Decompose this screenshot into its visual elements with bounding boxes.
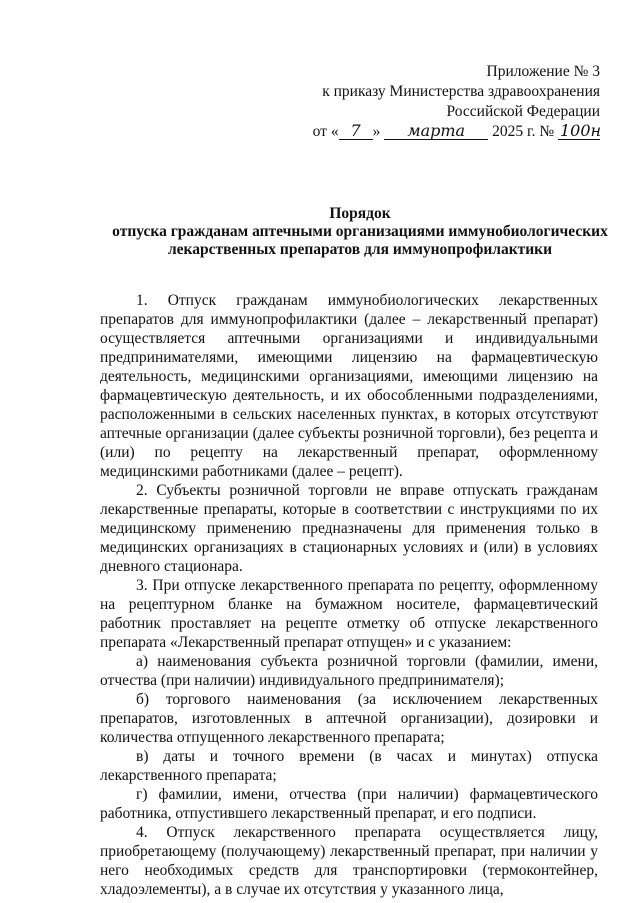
appendix-order-ref: к приказу Министерства здравоохранения	[322, 83, 600, 100]
paragraph-3d: г) фамилии, имени, отчества (при наличии) фармацевтического работника, отпустившего лекарственный препарат, и его подписи.	[100, 786, 598, 822]
paragraph-3b: б) торгового наименования (за исключением лекарственных препаратов, изготовленных в аптечной организации), дозировки и количества отпущенного лекарственного препарата;	[100, 691, 598, 746]
date-day: 7	[339, 123, 373, 140]
document-title	[100, 205, 620, 259]
date-month: марта	[384, 123, 488, 140]
paragraph-3a: а) наименования субъекта розничной торговли (фамилии, имени, отчества (при наличии) индивидуального предпринимателя);	[100, 653, 598, 689]
paragraph-4: 4. Отпуск лекарственного препарата осуществляется лицу, приобретающему (получающему) лекарственный препарат, при наличии у него необходимых средств для транспортировки (термоконтейнер, хладоэлементы), а в случае их отсутствия у указанного лица,	[100, 824, 598, 898]
appendix-header	[313, 62, 600, 142]
paragraph-1: 1. Отпуск гражданам иммунобиологических лекарственных препаратов для иммунопрофилактики (далее – лекарственный препарат) осуществляется аптечными организациями и индивидуальными предпринимателями, имеющими лицензию на фармацевтическую деятельность, медицинскими организациями, имеющими лицензию на фармацевтическую деятельность, и их обособленными подразделениями, расположенными в сельских населенных пунктах, в которых отсутствуют аптечные организации (далее субъекты розничной торговли), без рецепта и (или) по рецепту на лекарственный препарат, оформленному медицинскими работниками (далее – рецепт).	[100, 292, 598, 480]
title-line-3: лекарственных препаратов для иммунопрофилактики	[167, 241, 553, 258]
document-body	[100, 291, 598, 899]
appendix-number: Приложение № 3	[486, 63, 600, 80]
title-line-2: отпуска гражданам аптечными организациями иммунобиологических	[112, 223, 608, 240]
paragraph-3: 3. При отпуске лекарственного препарата по рецепту, оформленному на рецептурном бланке на бумажном носителе, фармацевтический работник проставляет на рецепте отметку об отпуске лекарственного препарата «Лекарственный препарат отпущен» и с указанием:	[100, 577, 598, 651]
paragraph-2: 2. Субъекты розничной торговли не вправе отпускать гражданам лекарственные препараты, которые в соответствии с инструкциями по их медицинскому применению предназначены для применения только в медицинских организациях в стационарных условиях и (или) в условиях дневного стационара.	[100, 482, 598, 575]
order-number: 100н	[560, 121, 602, 140]
title-line-1: Порядок	[329, 205, 391, 222]
paragraph-3c: в) даты и точного времени (в часах и минутах) отпуска лекарственного препарата;	[100, 748, 598, 784]
appendix-country: Российской Федерации	[446, 103, 600, 120]
appendix-date-line	[313, 122, 600, 142]
date-prefix: от «	[312, 123, 339, 140]
date-mid: »	[372, 123, 381, 140]
date-year: 2025 г. №	[492, 123, 555, 140]
